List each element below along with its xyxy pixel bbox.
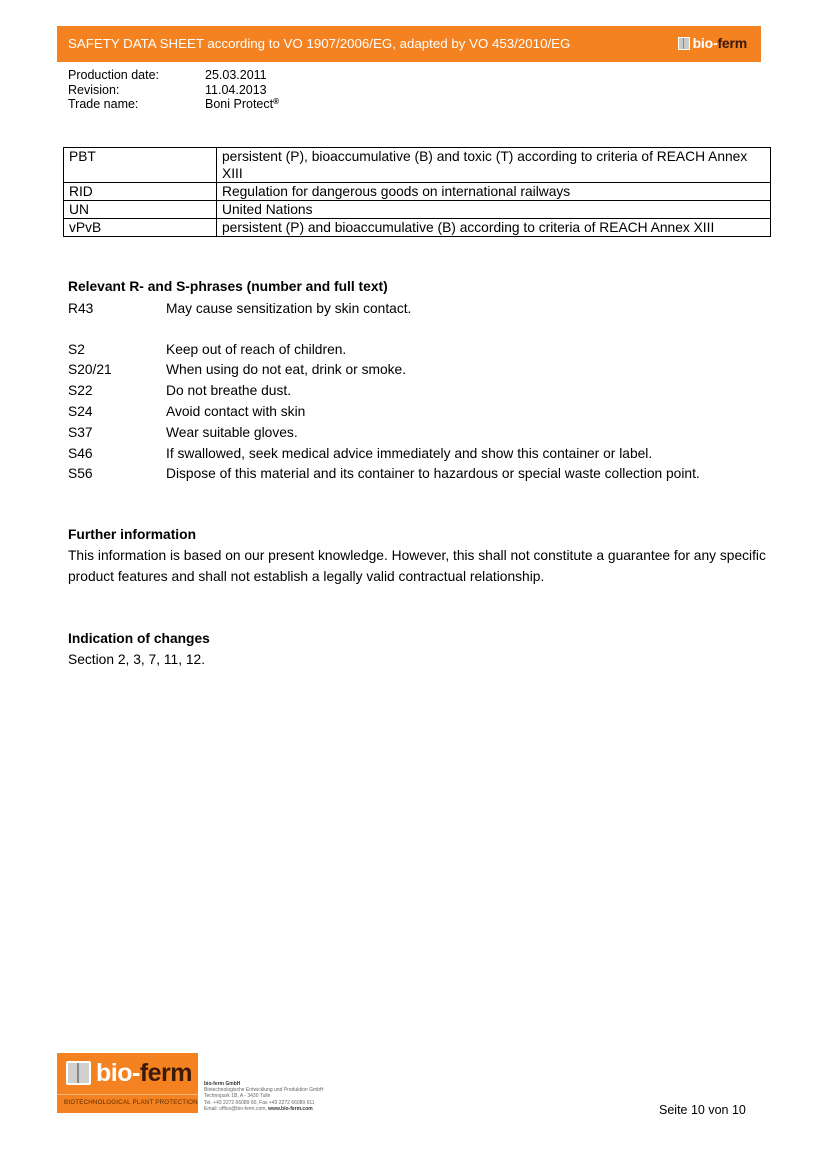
changes-heading: Indication of changes [68, 631, 210, 646]
meta-label: Trade name: [68, 97, 139, 111]
bioreactor-icon [66, 1061, 91, 1085]
phrase-text: If swallowed, seek medical advice immediately and show this container or label. [166, 445, 653, 461]
phrase-code: R43 [68, 300, 94, 316]
registered-mark: ® [273, 97, 279, 106]
address-line: Technopark 1B, A - 3430 Tulln [204, 1093, 271, 1100]
logo-text-bio: bio [96, 1059, 132, 1087]
logo-tagline: BIOTECHNOLOGICAL PLANT PROTECTION [64, 1099, 198, 1106]
meta-row-trade-name [68, 97, 279, 112]
header-bar [57, 26, 761, 62]
s-phrase [68, 401, 700, 422]
phrases-heading: Relevant R- and S-phrases (number and full text) [68, 279, 388, 294]
meta-row-production-date [68, 68, 279, 83]
phrase-code: S20/21 [68, 362, 112, 378]
s-phrase [68, 360, 700, 381]
s-phrase [68, 443, 700, 464]
phrase-code: S2 [68, 341, 85, 357]
table-row [64, 148, 771, 183]
bioreactor-icon [678, 37, 690, 50]
address-line: Tel. +43 2272 66089 60, Fax +43 2272 66089 611 [204, 1099, 315, 1106]
website-link[interactable]: www.bio-ferm.com [268, 1105, 313, 1112]
meta-value: 11.04.2013 [205, 82, 267, 97]
trade-name-value: Boni Protect [205, 97, 274, 111]
abbr-value: United Nations [217, 201, 771, 219]
changes-text: Section 2, 3, 7, 11, 12. [68, 652, 206, 667]
abbr-key: vPvB [64, 219, 217, 237]
phrase-text: Dispose of this material and its container to hazardous or special waste collection point. [166, 466, 700, 482]
abbr-key: RID [64, 183, 217, 201]
table-row [64, 183, 771, 201]
s-phrase [68, 339, 700, 360]
table-row [64, 219, 771, 237]
phrase-text: Avoid contact with skin [166, 404, 306, 420]
phrase-code: S46 [68, 445, 93, 461]
s-phrase [68, 380, 700, 401]
logo-divider [57, 1094, 198, 1095]
table-row [64, 201, 771, 219]
s-phrase [68, 464, 700, 485]
phrase-text: Wear suitable gloves. [166, 424, 298, 440]
further-info-text: This information is based on our present knowledge. However, this shall not constitute a guarantee for any specific product features and shall not establish a legally valid contractual relationship. [68, 548, 766, 584]
logo-text-ferm: ferm [717, 35, 747, 51]
footer-logo [57, 1053, 198, 1113]
meta-row-revision [68, 83, 279, 98]
abbr-value: Regulation for dangerous goods on international railways [217, 183, 771, 201]
phrase-text: Keep out of reach of children. [166, 341, 347, 357]
abbr-key: PBT [64, 148, 217, 183]
abbr-key: UN [64, 201, 217, 219]
further-info-heading: Further information [68, 527, 196, 542]
logo-text-ferm: ferm [139, 1059, 193, 1087]
meta-value: 25.03.2011 [205, 68, 267, 82]
phrase-code: S22 [68, 383, 93, 399]
address-line: Biotechnologische Entwicklung und Produktion GmbH [204, 1087, 324, 1094]
phrase-text: Do not breathe dust. [166, 383, 292, 399]
email-text: Email: office@bio-ferm.com, [204, 1105, 269, 1112]
s-phrase [68, 422, 700, 443]
company-name: bio-ferm GmbH [204, 1081, 241, 1087]
abbr-value: persistent (P), bioaccumulative (B) and toxic (T) according to criteria of REACH Annex XIII [217, 148, 771, 183]
phrase-code: S56 [68, 466, 93, 482]
logo-text-dash: - [712, 35, 718, 51]
meta-label: Revision: [68, 82, 120, 97]
phrase-list [68, 298, 700, 484]
phrase-code: S24 [68, 404, 93, 420]
page-number: Seite 10 von 10 [659, 1103, 746, 1117]
footer-address [204, 1081, 324, 1112]
r-phrase [68, 298, 700, 319]
document-meta [68, 68, 279, 112]
phrase-text: When using do not eat, drink or smoke. [166, 362, 407, 378]
logo-text-bio: bio [692, 35, 713, 51]
meta-label: Production date: [68, 68, 160, 82]
abbr-value: persistent (P) and bioaccumulative (B) according to criteria of REACH Annex XIII [217, 219, 771, 237]
document-title: SAFETY DATA SHEET according to VO 1907/2006/EG, adapted by VO 453/2010/EG [68, 36, 571, 51]
phrase-code: S37 [68, 424, 93, 440]
phrase-text: May cause sensitization by skin contact. [166, 300, 412, 316]
abbreviations-table [63, 147, 771, 237]
logo-text-dash: - [132, 1059, 140, 1087]
header-logo [678, 35, 747, 51]
